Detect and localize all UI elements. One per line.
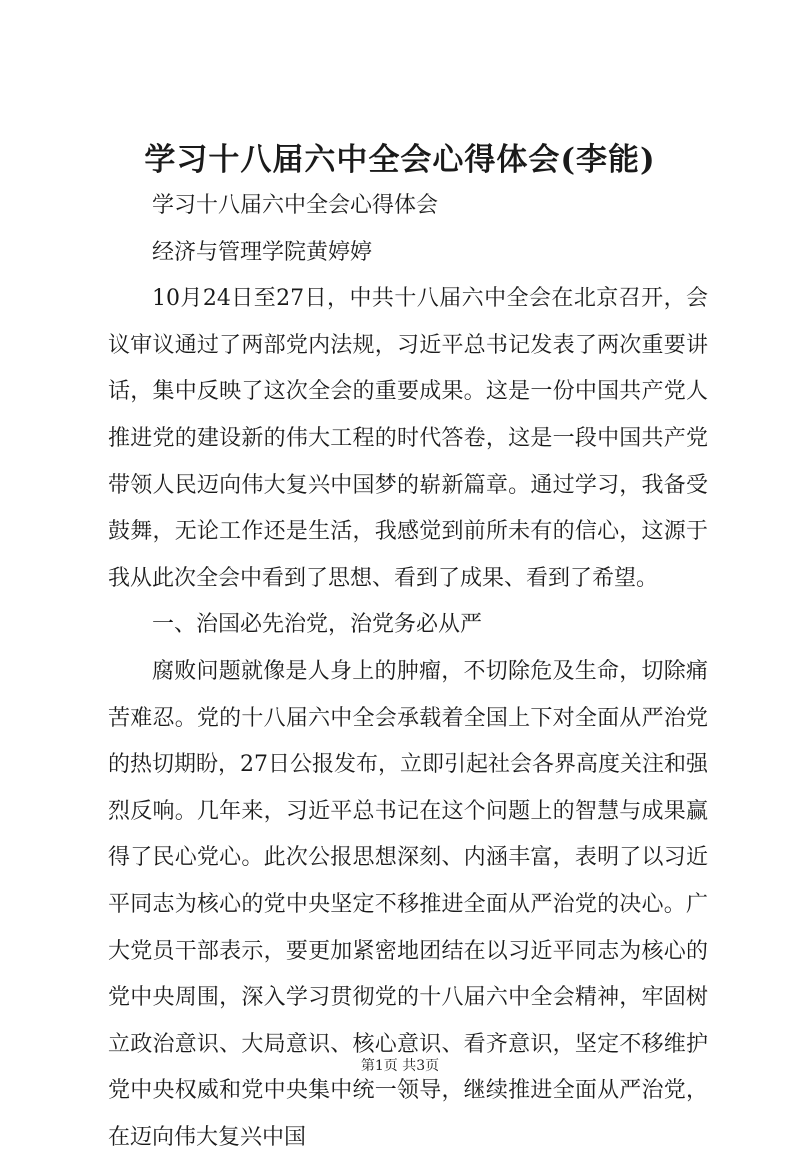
- author-line: 经济与管理学院黄婷婷: [152, 239, 373, 265]
- paragraph-body: 腐败问题就像是人身上的肿瘤，不切除危及生命，切除痛苦难忍。党的十八届六中全会承载着全国上下对全面从严治党的热切期盼，27日公报发布，立即引起社会各界高度关注和强烈反响。几年来，习近平总书记在这个问题上的智慧与成果赢得了民心党心。此次公报思想深刻、内涵丰富，表明了以习近平同志为核心的党中央坚定不移推进全面从严治党的决心。广大党员干部表示，要更加紧密地团结在以习近平同志为核心的党中央周围，深入学习贯彻党的十八届六中全会精神，牢固树立政治意识、大局意识、核心意识、看齐意识，坚定不移维护党中央权威和党中央集中统一领导，继续推进全面从严治党，在迈向伟大复兴中国: [108, 658, 708, 1150]
- page-footer: 第1页 共3页: [360, 1058, 440, 1074]
- document-title: 学习十八届六中全会心得体会(李能): [144, 142, 656, 178]
- document-body: [108, 183, 708, 1161]
- subtitle: 学习十八届六中全会心得体会: [152, 193, 439, 218]
- paragraph-intro: 10月24日至27日，中共十八届六中全会在北京召开，会议审议通过了两部党内法规，习近平总书记发表了两次重要讲话，集中反映了这次全会的重要成果。这是一份中国共产党人推进党的建设新的伟大工程的时代答卷，这是一段中国共产党带领人民迈向伟大复兴中国梦的崭新篇章。通过学习，我备受鼓舞，无论工作还是生活，我感觉到前所未有的信心，这源于我从此次全会中看到了思想、看到了成果、看到了希望。: [108, 286, 708, 591]
- section-heading: 一、治国必先治党，治党务必从严: [152, 612, 483, 638]
